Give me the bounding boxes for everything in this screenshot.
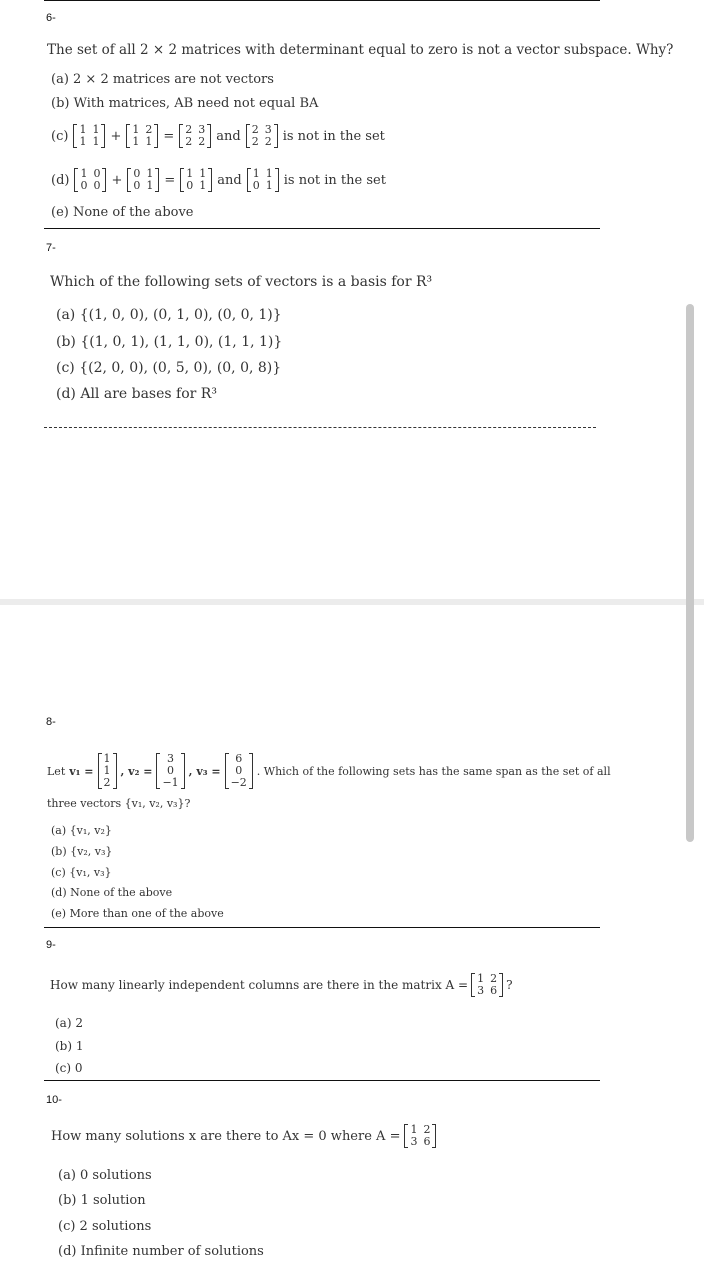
option-label: (c) bbox=[51, 128, 69, 144]
equals-sign: = bbox=[163, 128, 175, 144]
question-7-text: Which of the following sets of vectors is a basis for R³ bbox=[50, 274, 433, 290]
suffix-text: is not in the set bbox=[283, 172, 386, 188]
question-9-option-b: (b) 1 bbox=[55, 1039, 84, 1053]
matrix: 1 1 1 1 bbox=[73, 124, 105, 148]
question-10-option-a: (a) 0 solutions bbox=[58, 1168, 152, 1183]
divider bbox=[44, 1080, 600, 1081]
matrix: 1 1 0 1 bbox=[247, 168, 279, 192]
question-10-number: 10- bbox=[46, 1094, 62, 1106]
question-6-option-b: (b) With matrices, AB need not equal BA bbox=[51, 96, 319, 111]
question-10-option-d: (d) Infinite number of solutions bbox=[58, 1244, 264, 1259]
question-mark: ? bbox=[506, 978, 513, 992]
matrix: 1 2 1 1 bbox=[126, 124, 158, 148]
divider bbox=[44, 228, 600, 229]
suffix-text: is not in the set bbox=[282, 128, 385, 144]
matrix: 0 1 0 1 bbox=[127, 168, 159, 192]
question-7-option-c: (c) {(2, 0, 0), (0, 5, 0), (0, 0, 8)} bbox=[56, 360, 282, 376]
scrollbar-thumb[interactable] bbox=[686, 304, 694, 842]
question-7-option-d: (d) All are bases for R³ bbox=[56, 386, 217, 402]
question-7-option-b: (b) {(1, 0, 1), (1, 1, 0), (1, 1, 1)} bbox=[56, 334, 283, 350]
question-6-option-e: (e) None of the above bbox=[51, 205, 194, 220]
question-6-option-c bbox=[51, 118, 385, 154]
v3-label: , v₃ = bbox=[188, 764, 221, 778]
question-10-text bbox=[51, 1118, 436, 1154]
vector-v2: 3 0 −1 bbox=[156, 753, 184, 789]
matrix: 1 1 0 1 bbox=[180, 168, 212, 192]
question-8-option-d: (d) None of the above bbox=[51, 886, 173, 899]
question-8-option-a: (a) {v₁, v₂} bbox=[51, 824, 112, 837]
question-8-text-line1 bbox=[47, 748, 611, 794]
question-9-text bbox=[50, 968, 513, 1002]
and-word: and bbox=[217, 172, 242, 188]
question-8-option-c: (c) {v₁, v₃} bbox=[51, 866, 112, 879]
vector-v1: 1 1 2 bbox=[98, 753, 117, 789]
question-6-option-d bbox=[51, 162, 386, 198]
vector-v3: 6 0 −2 bbox=[225, 753, 253, 789]
question-9-option-a: (a) 2 bbox=[55, 1016, 83, 1030]
matrix: 2 3 2 2 bbox=[246, 124, 278, 148]
matrix-a: 1 2 3 6 bbox=[404, 1124, 436, 1148]
matrix-a: 1 2 3 6 bbox=[471, 973, 503, 997]
let-word: Let bbox=[47, 764, 66, 778]
question-9-number: 9- bbox=[46, 939, 56, 951]
question-8-text-line2: three vectors {v₁, v₂, v₃}? bbox=[47, 797, 191, 810]
question-7-option-a: (a) {(1, 0, 0), (0, 1, 0), (0, 0, 1)} bbox=[56, 307, 282, 323]
and-word: and bbox=[216, 128, 241, 144]
divider bbox=[44, 927, 600, 928]
top-divider bbox=[44, 0, 600, 1]
plus-sign: + bbox=[111, 172, 123, 188]
matrix: 1 0 0 0 bbox=[74, 168, 106, 192]
question-9-option-c: (c) 0 bbox=[55, 1061, 83, 1075]
question-10-option-b: (b) 1 solution bbox=[58, 1193, 146, 1208]
plus-sign: + bbox=[110, 128, 122, 144]
option-label: (d) bbox=[51, 172, 70, 188]
page-separator bbox=[0, 599, 704, 605]
matrix: 2 3 2 2 bbox=[179, 124, 211, 148]
question-6-option-a: (a) 2 × 2 matrices are not vectors bbox=[51, 72, 274, 87]
question-8-option-b: (b) {v₂, v₃} bbox=[51, 845, 113, 858]
dashed-divider bbox=[44, 427, 596, 428]
question-6-text: The set of all 2 × 2 matrices with determinant equal to zero is not a vector subspace. Why? bbox=[47, 42, 674, 58]
question-8-option-e: (e) More than one of the above bbox=[51, 907, 224, 920]
question-6-number: 6- bbox=[46, 12, 56, 24]
question-7-number: 7- bbox=[46, 242, 56, 254]
question-10-option-c: (c) 2 solutions bbox=[58, 1219, 152, 1234]
question-text: How many linearly independent columns are there in the matrix A = bbox=[50, 978, 469, 992]
question-8-number: 8- bbox=[46, 716, 56, 728]
question-tail: . Which of the following sets has the same span as the set of all bbox=[256, 764, 611, 778]
v1-label: v₁ = bbox=[69, 764, 94, 778]
question-text: How many solutions x are there to Ax = 0 where A = bbox=[51, 1128, 401, 1144]
equals-sign: = bbox=[164, 172, 176, 188]
v2-label: , v₂ = bbox=[120, 764, 153, 778]
